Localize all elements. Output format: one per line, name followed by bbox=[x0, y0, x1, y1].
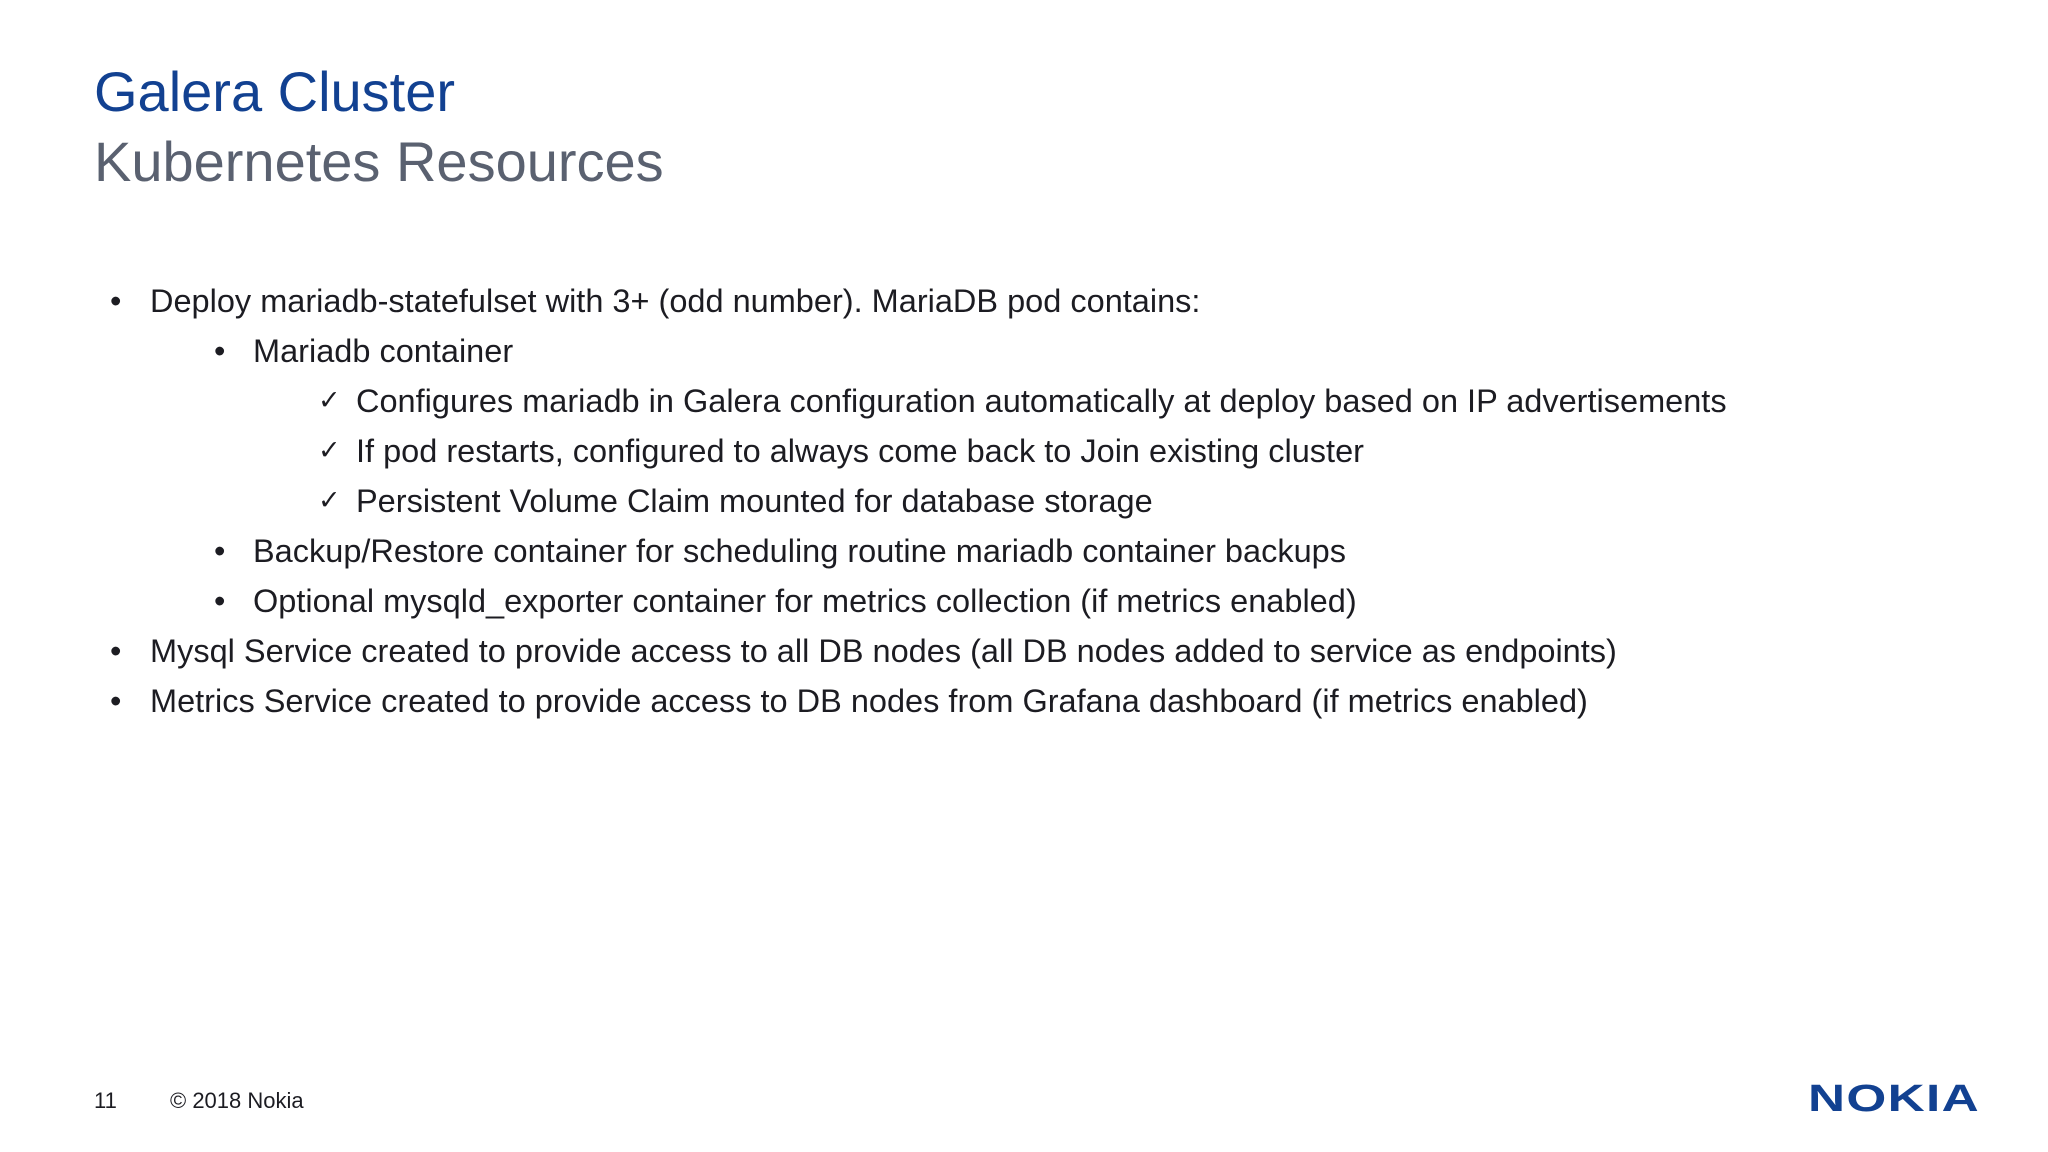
slide-subtitle: Kubernetes Resources bbox=[94, 130, 664, 193]
bullet-marker: • bbox=[110, 633, 122, 669]
bullet-marker: • bbox=[214, 583, 226, 619]
check-text: Persistent Volume Claim mounted for database storage bbox=[356, 483, 1153, 519]
copyright-notice: © 2018 Nokia bbox=[170, 1088, 304, 1113]
bullet-marker: • bbox=[110, 283, 122, 319]
bullet-marker: • bbox=[110, 683, 122, 719]
bullet-text: Backup/Restore container for scheduling routine mariadb container backups bbox=[253, 533, 1346, 569]
bullet-item bbox=[0, 676, 2048, 726]
check-item bbox=[0, 376, 2048, 426]
bullet-item bbox=[0, 326, 2048, 376]
bullet-item bbox=[0, 526, 2048, 576]
check-icon: ✓ bbox=[318, 485, 341, 516]
bullet-text: Mariadb container bbox=[253, 333, 514, 369]
bullet-text: Mysql Service created to provide access to all DB nodes (all DB nodes added to service as endpoints) bbox=[150, 633, 1617, 669]
bullet-list bbox=[0, 276, 2048, 726]
slide-title: Galera Cluster bbox=[94, 60, 456, 123]
bullet-item bbox=[0, 276, 2048, 326]
check-icon: ✓ bbox=[318, 385, 341, 416]
bullet-marker: • bbox=[214, 333, 226, 369]
bullet-text: Optional mysqld_exporter container for metrics collection (if metrics enabled) bbox=[253, 583, 1357, 619]
check-text: If pod restarts, configured to always come back to Join existing cluster bbox=[356, 433, 1364, 469]
check-icon: ✓ bbox=[318, 435, 341, 466]
bullet-marker: • bbox=[214, 533, 226, 569]
nokia-logo: NOKIA bbox=[1808, 1078, 1981, 1120]
bullet-item bbox=[0, 576, 2048, 626]
check-item bbox=[0, 476, 2048, 526]
bullet-text: Metrics Service created to provide access to DB nodes from Grafana dashboard (if metrics enabled) bbox=[150, 683, 1588, 719]
check-text: Configures mariadb in Galera configuration automatically at deploy based on IP advertisements bbox=[356, 383, 1727, 419]
page-number: 11 bbox=[94, 1088, 117, 1113]
bullet-item bbox=[0, 626, 2048, 676]
check-item bbox=[0, 426, 2048, 476]
bullet-text: Deploy mariadb-statefulset with 3+ (odd number). MariaDB pod contains: bbox=[150, 283, 1201, 319]
